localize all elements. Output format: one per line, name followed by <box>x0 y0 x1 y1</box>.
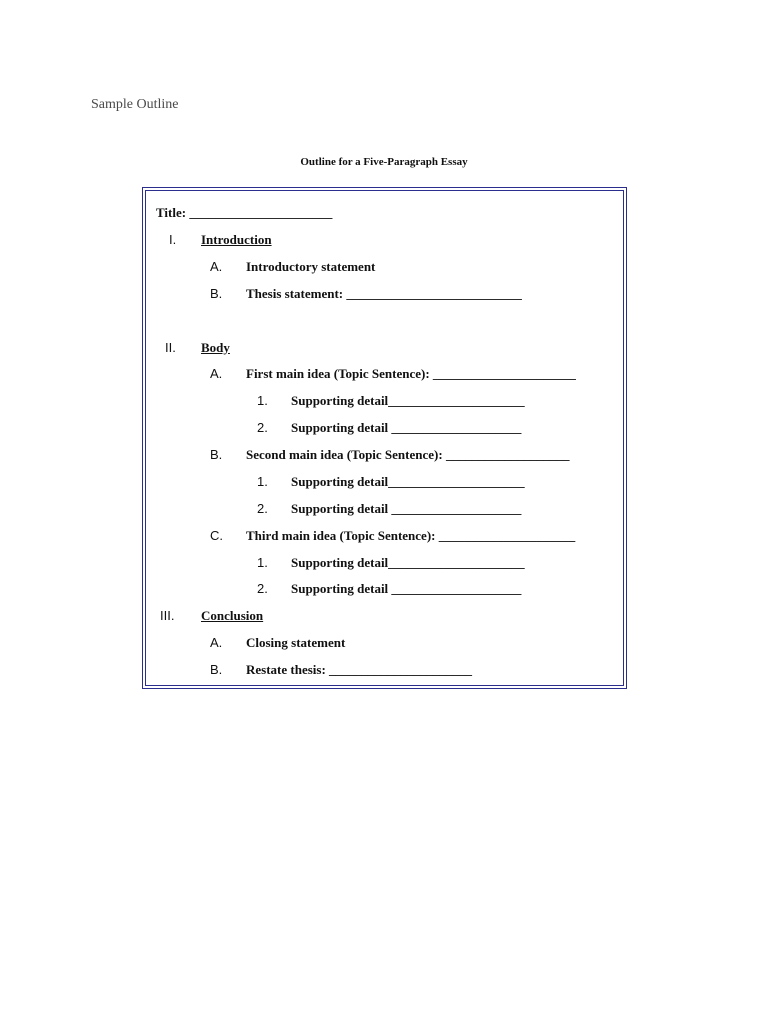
introductory-statement-item: Introductory statement <box>246 259 376 274</box>
item-letter: B. <box>210 662 223 677</box>
item-letter: B. <box>210 286 223 301</box>
supporting-detail-item: Supporting detail_____________________ <box>291 474 525 489</box>
section-numeral: III. <box>160 608 175 623</box>
first-main-idea-item: First main idea (Topic Sentence): ______________________ <box>246 366 576 381</box>
detail-number: 2. <box>257 420 268 435</box>
section-heading-introduction: Introduction <box>201 232 272 247</box>
section-heading-body: Body <box>201 340 230 355</box>
section-numeral: I. <box>169 232 177 247</box>
item-letter: A. <box>210 366 223 381</box>
detail-number: 1. <box>257 555 268 570</box>
supporting-detail-item: Supporting detail ____________________ <box>291 420 522 435</box>
page-header: Sample Outline <box>91 97 179 112</box>
restate-thesis-item: Restate thesis: ______________________ <box>246 662 473 677</box>
second-main-idea-item: Second main idea (Topic Sentence): ___________________ <box>246 447 570 462</box>
section-heading-conclusion: Conclusion <box>201 608 264 623</box>
supporting-detail-item: Supporting detail_____________________ <box>291 393 525 408</box>
item-letter: A. <box>210 259 223 274</box>
supporting-detail-item: Supporting detail_____________________ <box>291 555 525 570</box>
detail-number: 1. <box>257 474 268 489</box>
item-letter: B. <box>210 447 223 462</box>
section-numeral: II. <box>165 340 176 355</box>
item-letter: C. <box>210 528 223 543</box>
third-main-idea-item: Third main idea (Topic Sentence): _____________________ <box>246 528 576 543</box>
supporting-detail-item: Supporting detail ____________________ <box>291 501 522 516</box>
title-line: Title: ______________________ <box>156 205 333 220</box>
closing-statement-item: Closing statement <box>246 635 346 650</box>
detail-number: 2. <box>257 581 268 596</box>
document-title: Outline for a Five-Paragraph Essay <box>300 156 468 168</box>
detail-number: 1. <box>257 393 268 408</box>
thesis-statement-item: Thesis statement: ___________________________ <box>246 286 522 301</box>
supporting-detail-item: Supporting detail ____________________ <box>291 581 522 596</box>
outline-box <box>142 187 627 689</box>
item-letter: A. <box>210 635 223 650</box>
detail-number: 2. <box>257 501 268 516</box>
